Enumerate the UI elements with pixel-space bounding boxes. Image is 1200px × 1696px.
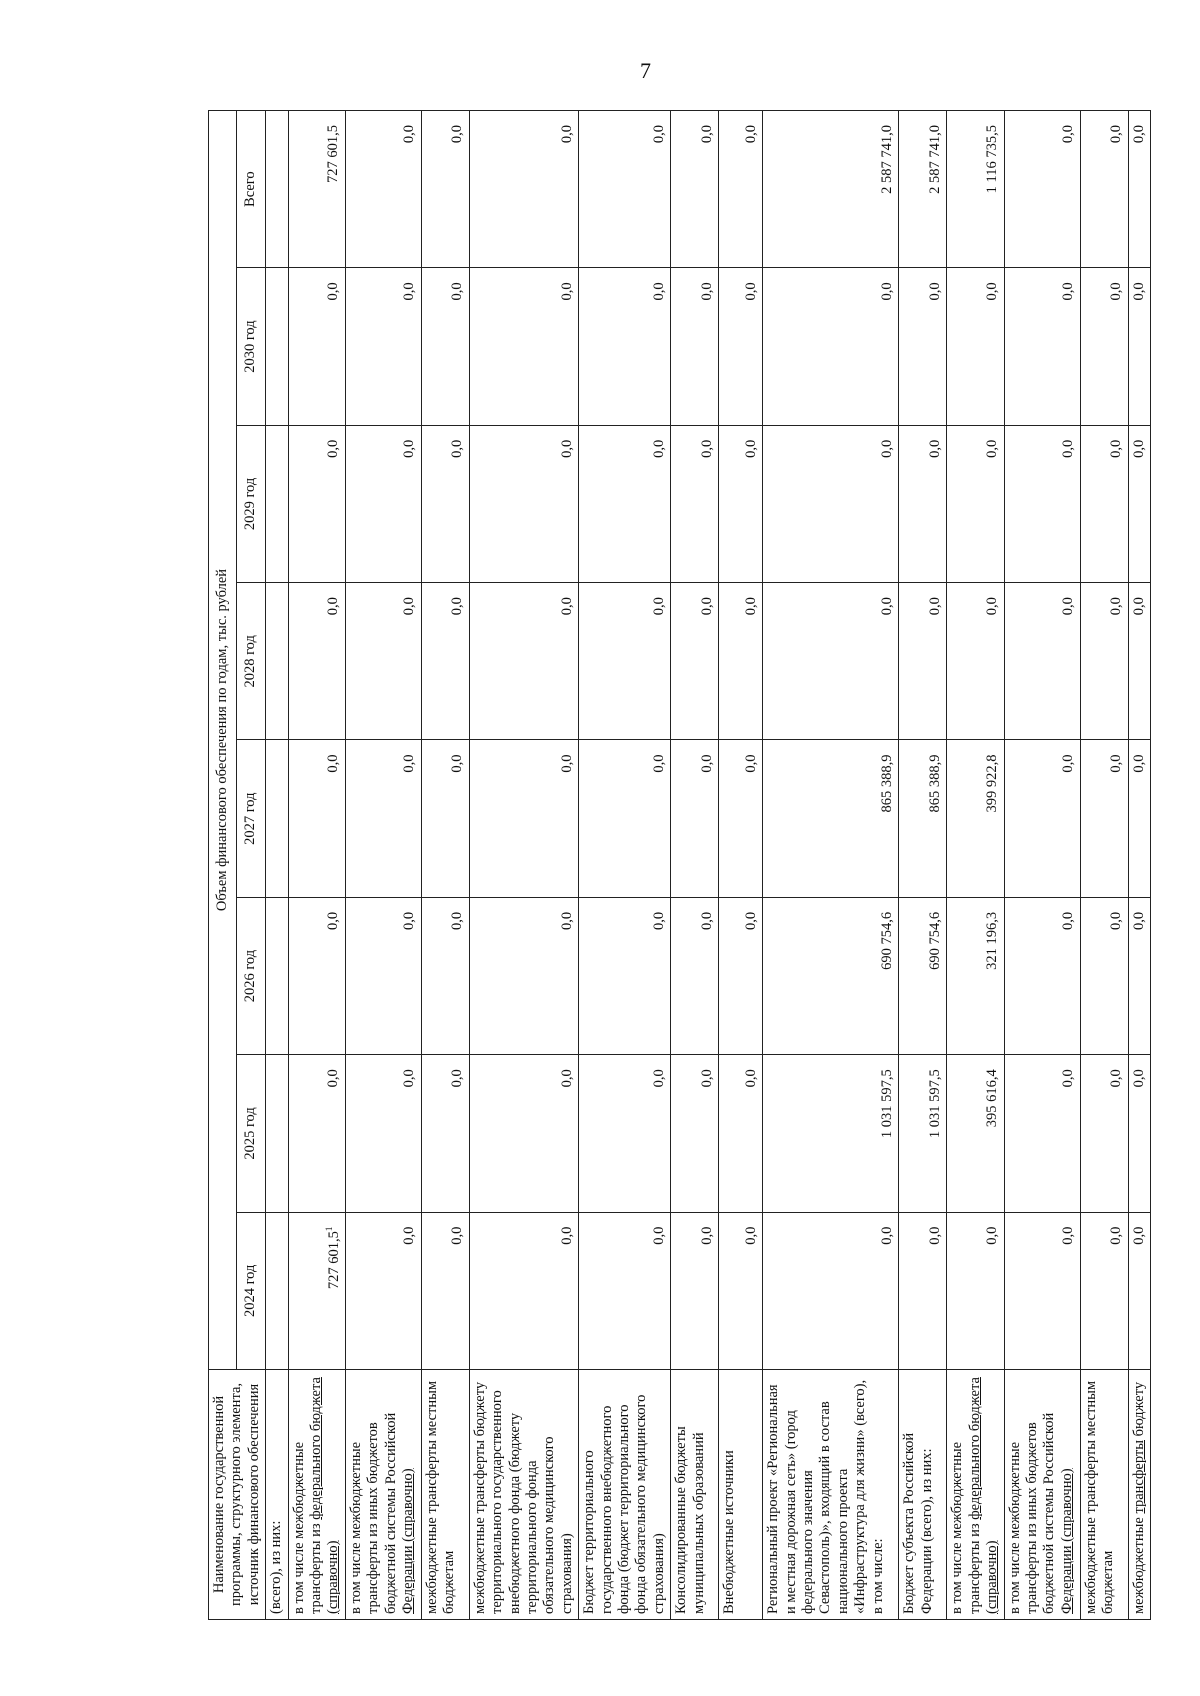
value-cell: 0,0: [899, 268, 947, 425]
header-year: 2028 год: [236, 583, 266, 740]
row-label: межбюджетные трансферты бюджету: [1128, 1370, 1150, 1620]
value-cell: 0,0: [1080, 740, 1128, 897]
value-cell: 1 031 597,5: [763, 1055, 899, 1212]
header-year: 2026 год: [236, 897, 266, 1054]
value-cell: 0,0: [469, 583, 578, 740]
table-row: [266, 111, 288, 1620]
value-cell: 0,0: [763, 268, 899, 425]
total-cell: 0,0: [1004, 111, 1080, 268]
value-cell: 0,0: [421, 740, 469, 897]
value-cell: 0,0: [899, 583, 947, 740]
value-cell: 0,0: [421, 425, 469, 582]
value-cell: 0,0: [1080, 425, 1128, 582]
financing-table: [208, 110, 1151, 1620]
value-cell: 0,0: [671, 740, 719, 897]
total-cell: 0,0: [1128, 111, 1150, 268]
total-cell: 0,0: [719, 111, 763, 268]
value-cell: 0,0: [763, 1212, 899, 1369]
row-label: Консолидированные бюджеты муниципальных образований: [671, 1370, 719, 1620]
value-cell: 0,0: [947, 583, 1004, 740]
row-label: в том числе межбюджетные трансферты из иных бюджетов бюджетной системы Российской Федерации (справочно): [345, 1370, 421, 1620]
value-cell: 0,0: [1004, 1212, 1080, 1369]
value-cell: 0,0: [288, 740, 345, 897]
value-cell: 0,0: [345, 1212, 421, 1369]
table-row: [288, 111, 345, 1620]
value-cell: 0,0: [1080, 1055, 1128, 1212]
table-row: [947, 111, 1004, 1620]
value-cell: 0,0: [899, 425, 947, 582]
value-cell: 0,0: [579, 425, 671, 582]
total-cell: 0,0: [671, 111, 719, 268]
value-cell: 0,0: [579, 897, 671, 1054]
header-year: 2024 год: [236, 1212, 266, 1369]
total-cell: 0,0: [469, 111, 578, 268]
value-cell: 0,0: [288, 1055, 345, 1212]
row-label: в том числе межбюджетные трансферты из федерального бюджета (справочно): [288, 1370, 345, 1620]
header-year: 2027 год: [236, 740, 266, 897]
value-cell: 0,0: [345, 583, 421, 740]
value-cell: 0,0: [469, 1055, 578, 1212]
row-label: межбюджетные трансферты местным бюджетам: [1080, 1370, 1128, 1620]
value-cell: 0,0: [947, 268, 1004, 425]
table-row: [719, 111, 763, 1620]
value-cell: [266, 583, 288, 740]
total-cell: 2 587 741,0: [763, 111, 899, 268]
value-cell: 0,0: [288, 583, 345, 740]
header-total: Всего: [236, 111, 266, 268]
row-label: в том числе межбюджетные трансферты из федерального бюджета (справочно): [947, 1370, 1004, 1620]
value-cell: 865 388,9: [899, 740, 947, 897]
value-cell: 0,0: [719, 583, 763, 740]
table-row: [345, 111, 421, 1620]
value-cell: 0,0: [421, 1055, 469, 1212]
value-cell: 0,0: [421, 897, 469, 1054]
value-cell: 0,0: [579, 740, 671, 897]
value-cell: 0,0: [579, 583, 671, 740]
value-cell: 0,0: [421, 583, 469, 740]
table-row: [671, 111, 719, 1620]
value-cell: 727 601,5$^1$: [288, 1212, 345, 1369]
row-label: Внебюджетные источники: [719, 1370, 763, 1620]
row-label: (всего), из них:: [266, 1370, 288, 1620]
value-cell: 0,0: [671, 425, 719, 582]
value-cell: 0,0: [1128, 425, 1150, 582]
value-cell: [266, 897, 288, 1054]
value-cell: 0,0: [345, 740, 421, 897]
value-cell: 0,0: [899, 1212, 947, 1369]
value-cell: 0,0: [288, 897, 345, 1054]
value-cell: 0,0: [671, 268, 719, 425]
table-row: [421, 111, 469, 1620]
value-cell: 0,0: [947, 425, 1004, 582]
value-cell: 0,0: [719, 740, 763, 897]
value-cell: 865 388,9: [763, 740, 899, 897]
value-cell: 0,0: [1128, 740, 1150, 897]
value-cell: [266, 1212, 288, 1369]
total-cell: 0,0: [579, 111, 671, 268]
total-cell: 0,0: [1080, 111, 1128, 268]
row-label: Бюджет территориального государственного внебюджетного фонда (бюджет территориального фонда обязательного медицинского страхования): [579, 1370, 671, 1620]
value-cell: 1 031 597,5: [899, 1055, 947, 1212]
table-row: [1128, 111, 1150, 1620]
value-cell: 0,0: [1128, 1055, 1150, 1212]
value-cell: 0,0: [288, 425, 345, 582]
value-cell: 0,0: [1080, 583, 1128, 740]
total-cell: 0,0: [345, 111, 421, 268]
table-row: [899, 111, 947, 1620]
header-group-title: Объем финансового обеспечения по годам, тыс. рублей: [209, 111, 237, 1370]
value-cell: 0,0: [719, 268, 763, 425]
value-cell: 0,0: [469, 897, 578, 1054]
row-label: межбюджетные трансферты бюджету территориального государственного внебюджетного фонда (бюджету территориального фонда обязательного медицинского страхования): [469, 1370, 578, 1620]
value-cell: 0,0: [469, 425, 578, 582]
value-cell: 399 922,8: [947, 740, 1004, 897]
value-cell: 0,0: [579, 268, 671, 425]
row-label: межбюджетные трансферты местным бюджетам: [421, 1370, 469, 1620]
value-cell: 0,0: [671, 897, 719, 1054]
value-cell: 0,0: [469, 1212, 578, 1369]
value-cell: 690 754,6: [763, 897, 899, 1054]
total-cell: 1 116 735,5: [947, 111, 1004, 268]
value-cell: 321 196,3: [947, 897, 1004, 1054]
value-cell: 0,0: [345, 425, 421, 582]
value-cell: 0,0: [719, 897, 763, 1054]
value-cell: [266, 268, 288, 425]
row-label: Бюджет субъекта Российской Федерации (всего), из них:: [899, 1370, 947, 1620]
value-cell: 0,0: [1004, 583, 1080, 740]
table-row: [1080, 111, 1128, 1620]
row-label: Региональный проект «Региональная и местная дорожная сеть» (город федерального значения Севастополь)», входящий в состав национального проекта «Инфраструктура для жизни» (всего), в том числе:: [763, 1370, 899, 1620]
value-cell: 0,0: [1128, 583, 1150, 740]
rotated-table-container: [208, 110, 1148, 1620]
value-cell: 690 754,6: [899, 897, 947, 1054]
value-cell: 0,0: [345, 1055, 421, 1212]
value-cell: 0,0: [469, 268, 578, 425]
table-row: [763, 111, 899, 1620]
value-cell: 0,0: [421, 1212, 469, 1369]
value-cell: [266, 425, 288, 582]
header-year: 2030 год: [236, 268, 266, 425]
total-cell: 727 601,5: [288, 111, 345, 268]
table-row: [579, 111, 671, 1620]
value-cell: 0,0: [1004, 425, 1080, 582]
header-year: 2029 год: [236, 425, 266, 582]
value-cell: [266, 740, 288, 897]
value-cell: 0,0: [1080, 1212, 1128, 1369]
value-cell: 0,0: [421, 268, 469, 425]
total-cell: [266, 111, 288, 268]
value-cell: 0,0: [671, 1055, 719, 1212]
value-cell: 0,0: [1004, 897, 1080, 1054]
row-label: в том числе межбюджетные трансферты из иных бюджетов бюджетной системы Российской Федерации (справочно): [1004, 1370, 1080, 1620]
table-row: [1004, 111, 1080, 1620]
value-cell: 0,0: [763, 583, 899, 740]
value-cell: 0,0: [1080, 897, 1128, 1054]
header-name-column: Наименование государственной программы, структурного элемента, источник финансового обеспечения: [209, 1370, 266, 1620]
value-cell: 0,0: [719, 1212, 763, 1369]
value-cell: 0,0: [288, 268, 345, 425]
value-cell: 0,0: [579, 1055, 671, 1212]
value-cell: 0,0: [1004, 740, 1080, 897]
value-cell: 0,0: [1128, 897, 1150, 1054]
total-cell: 2 587 741,0: [899, 111, 947, 268]
value-cell: 0,0: [671, 1212, 719, 1369]
value-cell: 0,0: [1004, 1055, 1080, 1212]
value-cell: 0,0: [763, 425, 899, 582]
table-body: [266, 111, 1151, 1620]
value-cell: 0,0: [1004, 268, 1080, 425]
value-cell: 0,0: [345, 268, 421, 425]
value-cell: 0,0: [1128, 1212, 1150, 1369]
value-cell: 395 616,4: [947, 1055, 1004, 1212]
value-cell: 0,0: [719, 425, 763, 582]
value-cell: 0,0: [719, 1055, 763, 1212]
value-cell: 0,0: [579, 1212, 671, 1369]
value-cell: 0,0: [671, 583, 719, 740]
value-cell: [266, 1055, 288, 1212]
total-cell: 0,0: [421, 111, 469, 268]
value-cell: 0,0: [1080, 268, 1128, 425]
header-year: 2025 год: [236, 1055, 266, 1212]
table-row: [469, 111, 578, 1620]
value-cell: 0,0: [1128, 268, 1150, 425]
value-cell: 0,0: [345, 897, 421, 1054]
value-cell: 0,0: [947, 1212, 1004, 1369]
value-cell: 0,0: [469, 740, 578, 897]
page-number: 7: [640, 58, 651, 83]
footnote-marker: 1: [323, 1226, 334, 1232]
